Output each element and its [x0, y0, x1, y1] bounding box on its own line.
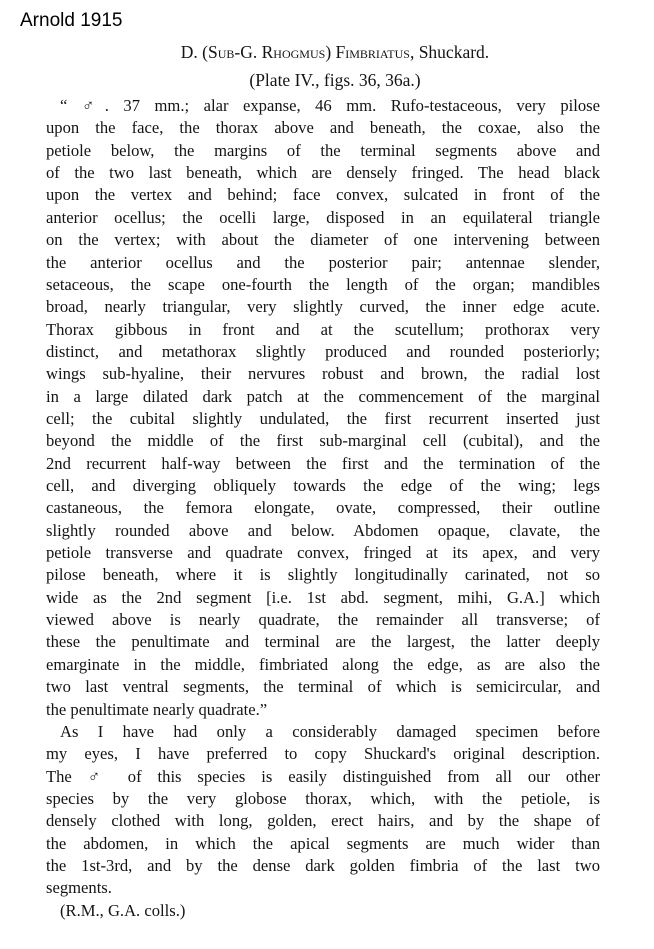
text-line: the penultimate nearly quadrate.”	[46, 699, 268, 719]
heading-prefix: D. (	[180, 42, 209, 62]
text-line: these the penultimate and terminal are the largest, the latter deeply	[46, 632, 600, 652]
text-line: the abdomen, in which the apical segments are much wider than	[46, 833, 600, 853]
text-line: Thorax gibbous in front and at the scutellum; prothorax very	[46, 319, 600, 339]
text-line: pilose beneath, where it is slightly longitudinally carinated, not so	[46, 565, 600, 585]
text-line: slightly rounded above and below. Abdomen opaque, clavate, the	[46, 520, 600, 540]
text-line: in a large dilated dark patch at the commencement of the marginal	[46, 386, 600, 406]
heading-subgenus: Sub-G. Rhogmus	[208, 42, 326, 62]
text-line: anterior ocellus; the ocelli large, disposed in an equilateral triangle	[46, 207, 600, 227]
text-line: segments.	[46, 878, 112, 898]
text-line: upon the vertex and behind; face convex, sulcated in front of the	[46, 185, 600, 205]
plate-reference: (Plate IV., figs. 36, 36a.)	[249, 70, 421, 90]
text-line: densely clothed with long, golden, erect hairs, and by the shape of	[46, 811, 600, 831]
text-line: cell; the cubital slightly undulated, the first recurrent inserted just	[46, 408, 600, 428]
text-line: two last ventral segments, the terminal of which is semicircular, and	[46, 677, 600, 697]
text-line: distinct, and metathorax slightly produced and rounded posteriorly;	[46, 341, 600, 361]
text-line: petiole transverse and quadrate convex, fringed at its apex, and very	[46, 543, 600, 562]
text-line: emarginate in the middle, fimbriated along the edge, as are also the	[46, 654, 600, 674]
text-line: beyond the middle of the first sub-marginal cell (cubital), and the	[46, 431, 600, 451]
heading-author: , Shuckard.	[409, 42, 490, 62]
text-line: my eyes, I have preferred to copy Shuckard's original description.	[46, 744, 600, 764]
text-line: species by the very globose thorax, which, with the petiole, is	[46, 788, 600, 808]
text-line: upon the face, the thorax above and beneath, the coxae, also the	[46, 118, 600, 138]
text-line: the anterior ocellus and the posterior pair; antennae slender,	[46, 252, 600, 272]
heading-species: ) Fimbriatus	[325, 42, 410, 62]
text-line: petiole below, the margins of the terminal segments above and	[46, 140, 600, 160]
text-line: the 1st-3rd, and by the dense dark golden fimbria of the last two	[46, 855, 600, 875]
text-line: As I have had only a considerably damaged specimen before	[60, 721, 600, 741]
text-line: setaceous, the scape one-fourth the length of the organ; mandibles	[46, 274, 600, 294]
text-line: viewed above is nearly quadrate, the remainder all transverse; of	[46, 610, 600, 630]
text-line: cell, and diverging obliquely towards the edge of the wing; legs	[46, 476, 600, 495]
text-line: of the two last beneath, which are densely fringed. The head black	[46, 163, 600, 183]
text-line: The ♂ of this species is easily distinguished from all our other	[46, 766, 600, 786]
text-line: wings sub-hyaline, their nervures robust and brown, the radial lost	[46, 364, 600, 384]
text-line: broad, nearly triangular, very slightly curved, the inner edge acute.	[46, 297, 600, 317]
text-line: on the vertex; with about the diameter of one intervening between	[46, 230, 600, 250]
text-line: castaneous, the femora elongate, ovate, compressed, their outline	[46, 498, 600, 518]
species-heading	[8, 42, 654, 63]
text-line: wide as the 2nd segment [i.e. 1st abd. segment, mihi, G.A.] which	[46, 587, 600, 607]
text-line: “ ♂. 37 mm.; alar expanse, 46 mm. Rufo-testaceous, very pilose	[60, 96, 600, 115]
text-line: 2nd recurrent half-way between the first and the termination of the	[46, 453, 600, 473]
source-label: Arnold 1915	[20, 10, 123, 31]
text-line: (R.M., G.A. colls.)	[60, 900, 186, 920]
